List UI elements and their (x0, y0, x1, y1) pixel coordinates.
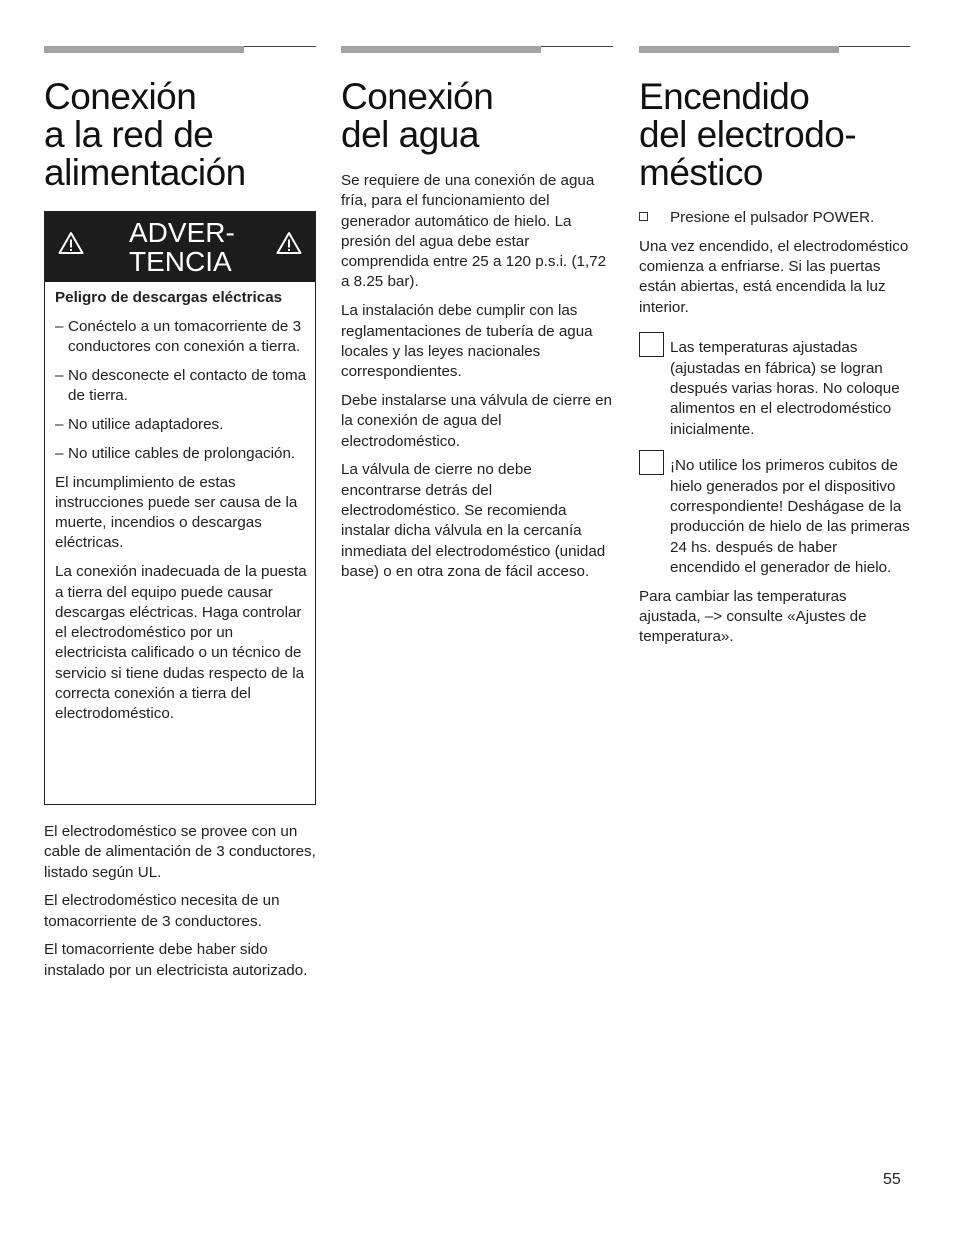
section-rule (44, 46, 316, 53)
warning-item: – No desconecte el contacto de toma de tierra. (55, 366, 307, 405)
warning-subtitle: Peligro de descargas eléctricas (55, 289, 283, 306)
paragraph: El tomacorriente debe haber sido instalado por un electricista autorizado. (44, 941, 308, 979)
note-box-icon (639, 332, 664, 357)
water-paragraphs (341, 171, 613, 591)
page-number: 55 (883, 1171, 901, 1188)
paragraph: El electrodoméstico necesita de un tomacorriente de 3 conductores. (44, 892, 280, 930)
section-rule (639, 46, 910, 53)
heading-power-connection: Conexión a la red de alimentación (44, 76, 246, 193)
warning-item: – No utilice adaptadores. (55, 415, 224, 433)
checklist-item: Presione el pulsador POWER. (639, 208, 910, 228)
section-rule (341, 46, 613, 53)
heading-water-connection: Conexión del agua (341, 76, 494, 155)
warning-triangle-icon (276, 231, 302, 255)
paragraph: La válvula de cierre no debe encontrarse detrás del electrodoméstico. Se recomienda instalar dicha válvula en la cercanía inmediata del electrodoméstico (unidad base) o en otra zona de fácil acceso. (341, 461, 606, 580)
warning-item: – No utilice cables de prolongación. (55, 444, 296, 462)
note-item: Las temperaturas ajustadas (ajustadas en fábrica) se logran después varias horas. No coloque alimentos en el electrodoméstico inicialmente. (639, 338, 910, 439)
checkbox-square-icon (639, 212, 648, 221)
paragraph: Se requiere de una conexión de agua fría, para el funcionamiento del generador automático de hielo. La presión del agua debe estar comprendida entre 25 a 120 p.s.i. (1,72 a 8.25 bar). (341, 172, 607, 291)
warning-paragraph: La conexión inadecuada de la puesta a tierra del equipo puede causar descargas eléctricas. Haga controlar el electrodoméstico por un electricista calificado o un técnico de servicio si tiene dudas respecto de la correcta conexión a tierra del electrodoméstico. (55, 563, 307, 723)
warning-paragraph: El incumplimiento de estas instrucciones puede ser causa de la muerte, incendios o descargas eléctricas. (55, 473, 298, 552)
paragraph: Debe instalarse una válvula de cierre en la conexión de agua del electrodoméstico. (341, 391, 613, 450)
note-box-icon (639, 450, 664, 475)
warning-header (45, 212, 315, 282)
warning-body (55, 288, 307, 733)
note-item: ¡No utilice los primeros cubitos de hielo generados por el dispositivo correspondiente! Deshágase de la producción de hielo de las primeras 24 hs. después de haber encendido el generador de hielo. (639, 456, 910, 578)
warning-triangle-icon (58, 231, 84, 255)
paragraph: El electrodoméstico se provee con un cable de alimentación de 3 conductores, listado según UL. (44, 823, 316, 881)
power-on-body (639, 208, 910, 656)
power-paragraphs (44, 822, 316, 990)
paragraph: Una vez encendido, el electrodoméstico comienza a enfriarse. Si las puertas están abiertas, está encendida la luz interior. (639, 237, 909, 316)
warning-box (44, 211, 316, 805)
paragraph: Para cambiar las temperaturas ajustada, –> consulte «Ajustes de temperatura». (639, 587, 867, 646)
heading-power-on: Encendido del electrodo- méstico (639, 76, 857, 193)
warning-title: ADVER- TENCIA (129, 217, 235, 277)
paragraph: La instalación debe cumplir con las reglamentaciones de tubería de agua locales y las leyes nacionales correspondientes. (341, 302, 593, 381)
warning-item: – Conéctelo a un tomacorriente de 3 conductores con conexión a tierra. (55, 317, 302, 356)
